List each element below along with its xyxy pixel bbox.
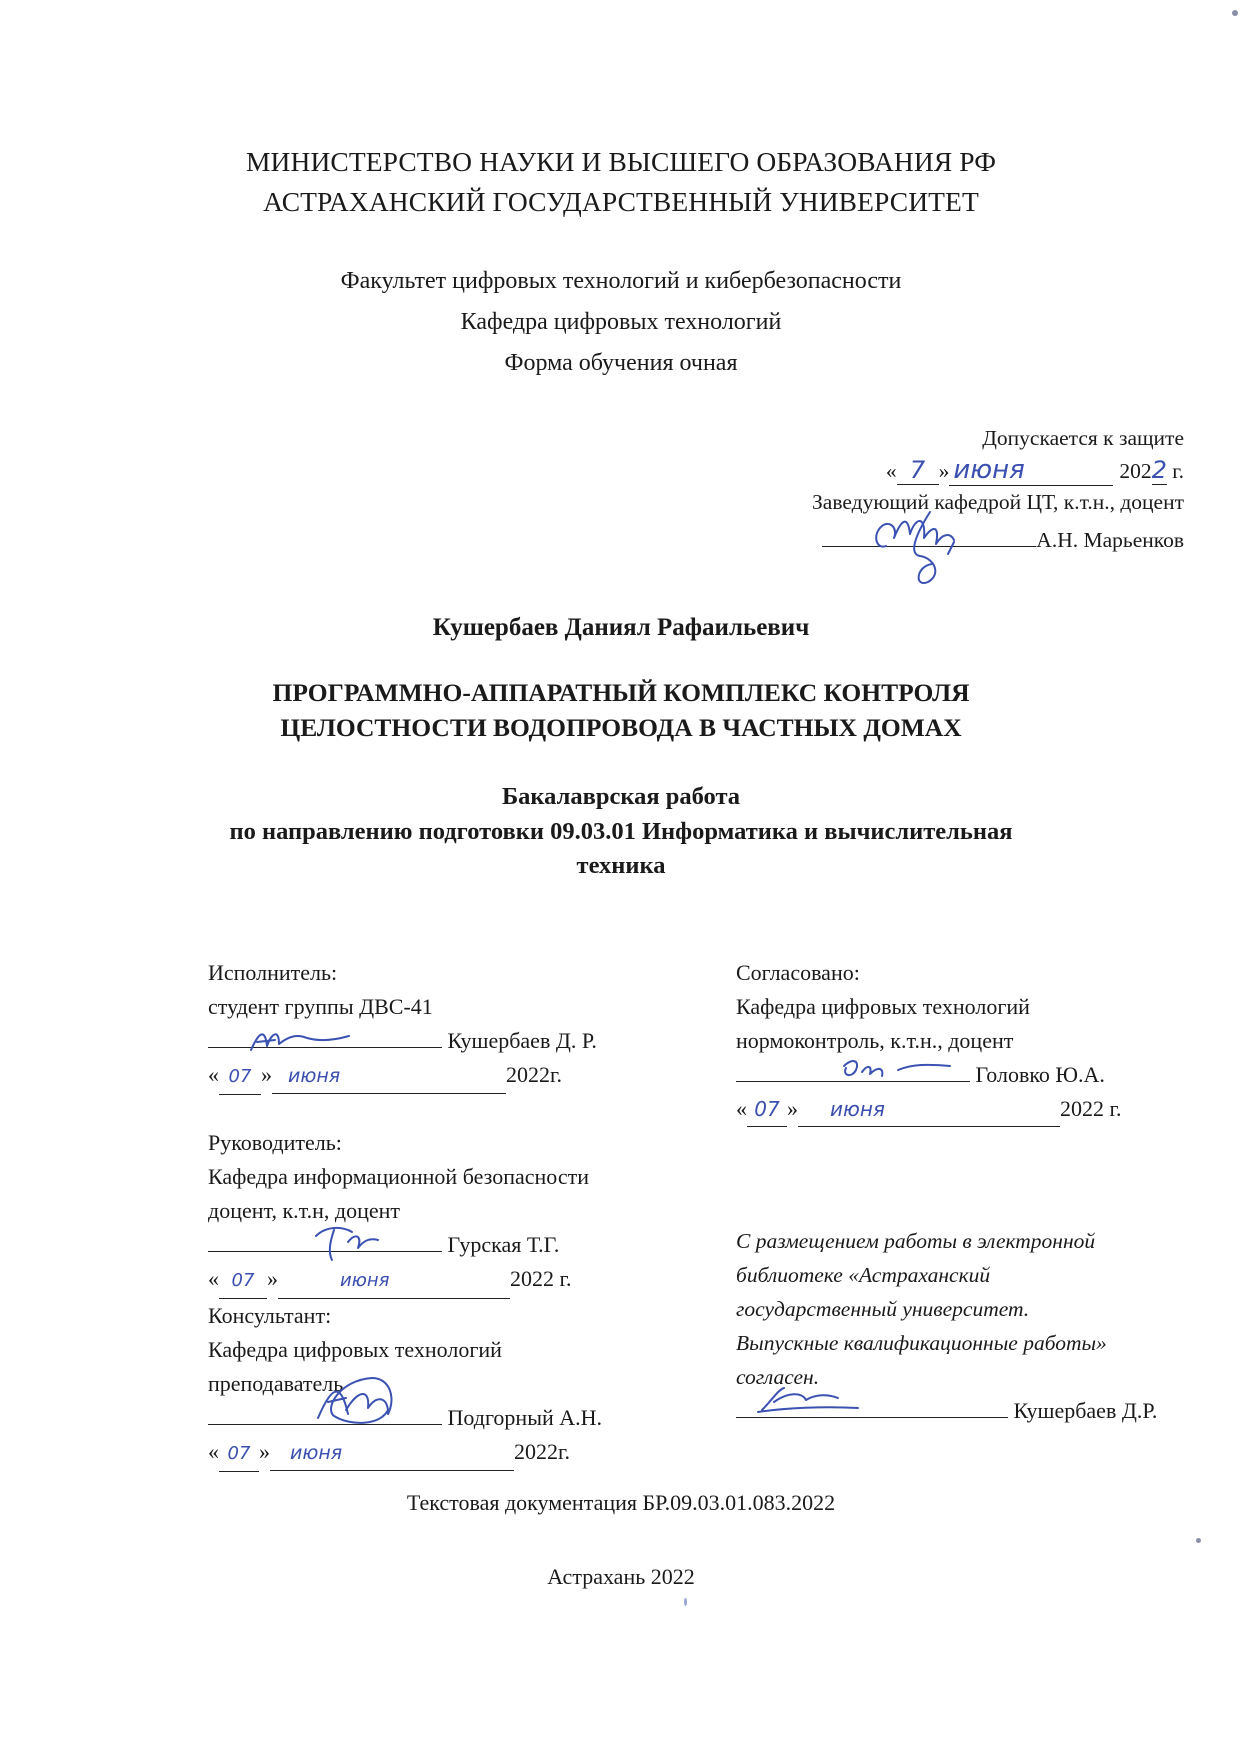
agreed-date: « 07 » июня 2022 г.: [736, 1092, 1122, 1127]
agreed-position: нормоконтроль, к.т.н., доцент: [736, 1028, 1014, 1053]
thesis-title-line-2: ЦЕЛОСТНОСТИ ВОДОПРОВОДА В ЧАСТНЫХ ДОМАХ: [280, 713, 962, 742]
consultant-dept: Кафедра цифровых технологий: [208, 1337, 502, 1362]
consultant-signature-row: [208, 1401, 602, 1435]
executor-label: Исполнитель:: [208, 960, 338, 985]
document-code: Текстовая документация БР.09.03.01.083.2022: [406, 1490, 836, 1515]
approval-date-mid: »: [938, 459, 950, 483]
direction-line-2: техника: [576, 852, 666, 879]
supervisor-name: Гурская Т.Г.: [447, 1232, 560, 1257]
date-month-field: [270, 1435, 514, 1471]
agreed-year: 2022 г.: [1060, 1096, 1122, 1121]
consent-line-4: Выпускные квалификационные работы»: [736, 1331, 1107, 1355]
consultant-date: « 07 » июня 2022г.: [208, 1435, 602, 1472]
faculty-name: Факультет цифровых технологий и кибербезопасности: [340, 268, 902, 294]
department-name: Кафедра цифровых технологий: [460, 309, 782, 335]
approval-year-suffix: г.: [1166, 459, 1184, 483]
date-day-field: [219, 1058, 261, 1095]
city-year: Астрахань 2022: [547, 1564, 695, 1589]
direction-line-1: по направлению подготовки 09.03.01 Информатика и вычислительная: [229, 818, 1013, 845]
thesis-title-line-1: ПРОГРАММНО-АППАРАТНЫЙ КОМПЛЕКС КОНТРОЛЯ: [272, 678, 970, 707]
author-name: Кушербаев Даниял Рафаильевич: [432, 614, 810, 641]
head-signature-mark: [846, 494, 976, 594]
approval-date-day-field: [897, 456, 939, 485]
consultant-day: 07: [227, 1443, 251, 1464]
executor-group: студент группы ДВС-41: [208, 994, 433, 1019]
approval-year-digit: 2: [1151, 456, 1167, 484]
consent-signature-mark: [754, 1380, 864, 1416]
approval-year-prefix: 202: [1119, 459, 1152, 483]
agreed-label: Согласовано:: [736, 960, 860, 985]
agreed-day: 07: [754, 1097, 780, 1121]
date-month-field: [798, 1092, 1060, 1127]
consultant-month: июня: [290, 1442, 343, 1464]
consultant-name: Подгорный А.Н.: [447, 1405, 603, 1430]
supervisor-day: 07: [231, 1270, 255, 1291]
scan-speck: [1196, 1538, 1201, 1543]
agreed-block: [736, 956, 1122, 1127]
date-month-field: [272, 1058, 506, 1094]
agreed-dept: Кафедра цифровых технологий: [736, 994, 1030, 1019]
approval-date-day: 7: [909, 456, 926, 484]
date-day-field: [219, 1435, 259, 1472]
date-month-field: [278, 1262, 510, 1299]
consultant-signature-mark: [310, 1370, 400, 1426]
supervisor-block: [208, 1126, 602, 1472]
supervisor-month: июня: [340, 1270, 390, 1291]
ministry-name: МИНИСТЕРСТВО НАУКИ И ВЫСШЕГО ОБРАЗОВАНИЯ РФ: [245, 146, 997, 177]
supervisor-signature-row: [208, 1228, 602, 1262]
consent-line-3: государственный университет.: [736, 1297, 1030, 1321]
executor-date: « 07 » июня 2022г.: [208, 1058, 597, 1095]
head-name: А.Н. Марьенков: [1036, 528, 1184, 552]
consent-block: [736, 1224, 1107, 1394]
study-form: Форма обучения очная: [504, 350, 738, 376]
supervisor-year: 2022 г.: [510, 1266, 572, 1291]
admitted-label: Допускается к защите: [982, 426, 1184, 450]
approval-date-open: «: [885, 459, 897, 483]
supervisor-date: « 07 » июня 2022 г.: [208, 1262, 602, 1299]
supervisor-signature-mark: [312, 1222, 382, 1262]
scan-speck: [684, 1598, 687, 1606]
work-type: Бакалаврская работа: [501, 783, 741, 810]
executor-signature-mark: [245, 1020, 355, 1060]
executor-day: 07: [228, 1066, 252, 1087]
supervisor-label: Руководитель:: [208, 1130, 342, 1155]
agreed-month: июня: [830, 1097, 885, 1121]
supervisor-position: доцент, к.т.н, доцент: [208, 1198, 401, 1223]
approval-date-month: июня: [953, 455, 1025, 485]
consent-line-2: библиотеке «Астраханский: [736, 1263, 991, 1287]
head-title: Заведующий кафедрой ЦТ, к.т.н., доцент: [812, 490, 1184, 514]
scan-speck: [1232, 10, 1238, 16]
consultant-label: Консультант:: [208, 1303, 332, 1328]
executor-name: Кушербаев Д. Р.: [447, 1028, 597, 1053]
executor-month: июня: [288, 1065, 341, 1087]
approval-date-month-field: [949, 455, 1113, 486]
approval-date: [886, 455, 1184, 486]
consultant-position: преподаватель: [208, 1371, 344, 1396]
agreed-name: Головко Ю.А.: [975, 1062, 1105, 1087]
agreed-signature-mark: [838, 1056, 958, 1086]
date-day-field: [747, 1092, 787, 1127]
date-day-field: [219, 1262, 267, 1299]
university-name: АСТРАХАНСКИЙ ГОСУДАРСТВЕННЫЙ УНИВЕРСИТЕТ: [263, 186, 979, 217]
executor-year: 2022г.: [506, 1062, 563, 1087]
consultant-year: 2022г.: [514, 1439, 571, 1464]
consent-line-5: согласен.: [736, 1365, 820, 1389]
consent-name: Кушербаев Д.Р.: [1013, 1398, 1158, 1423]
supervisor-dept: Кафедра информационной безопасности: [208, 1164, 589, 1189]
consent-line-1: С размещением работы в электронной: [736, 1229, 1096, 1253]
